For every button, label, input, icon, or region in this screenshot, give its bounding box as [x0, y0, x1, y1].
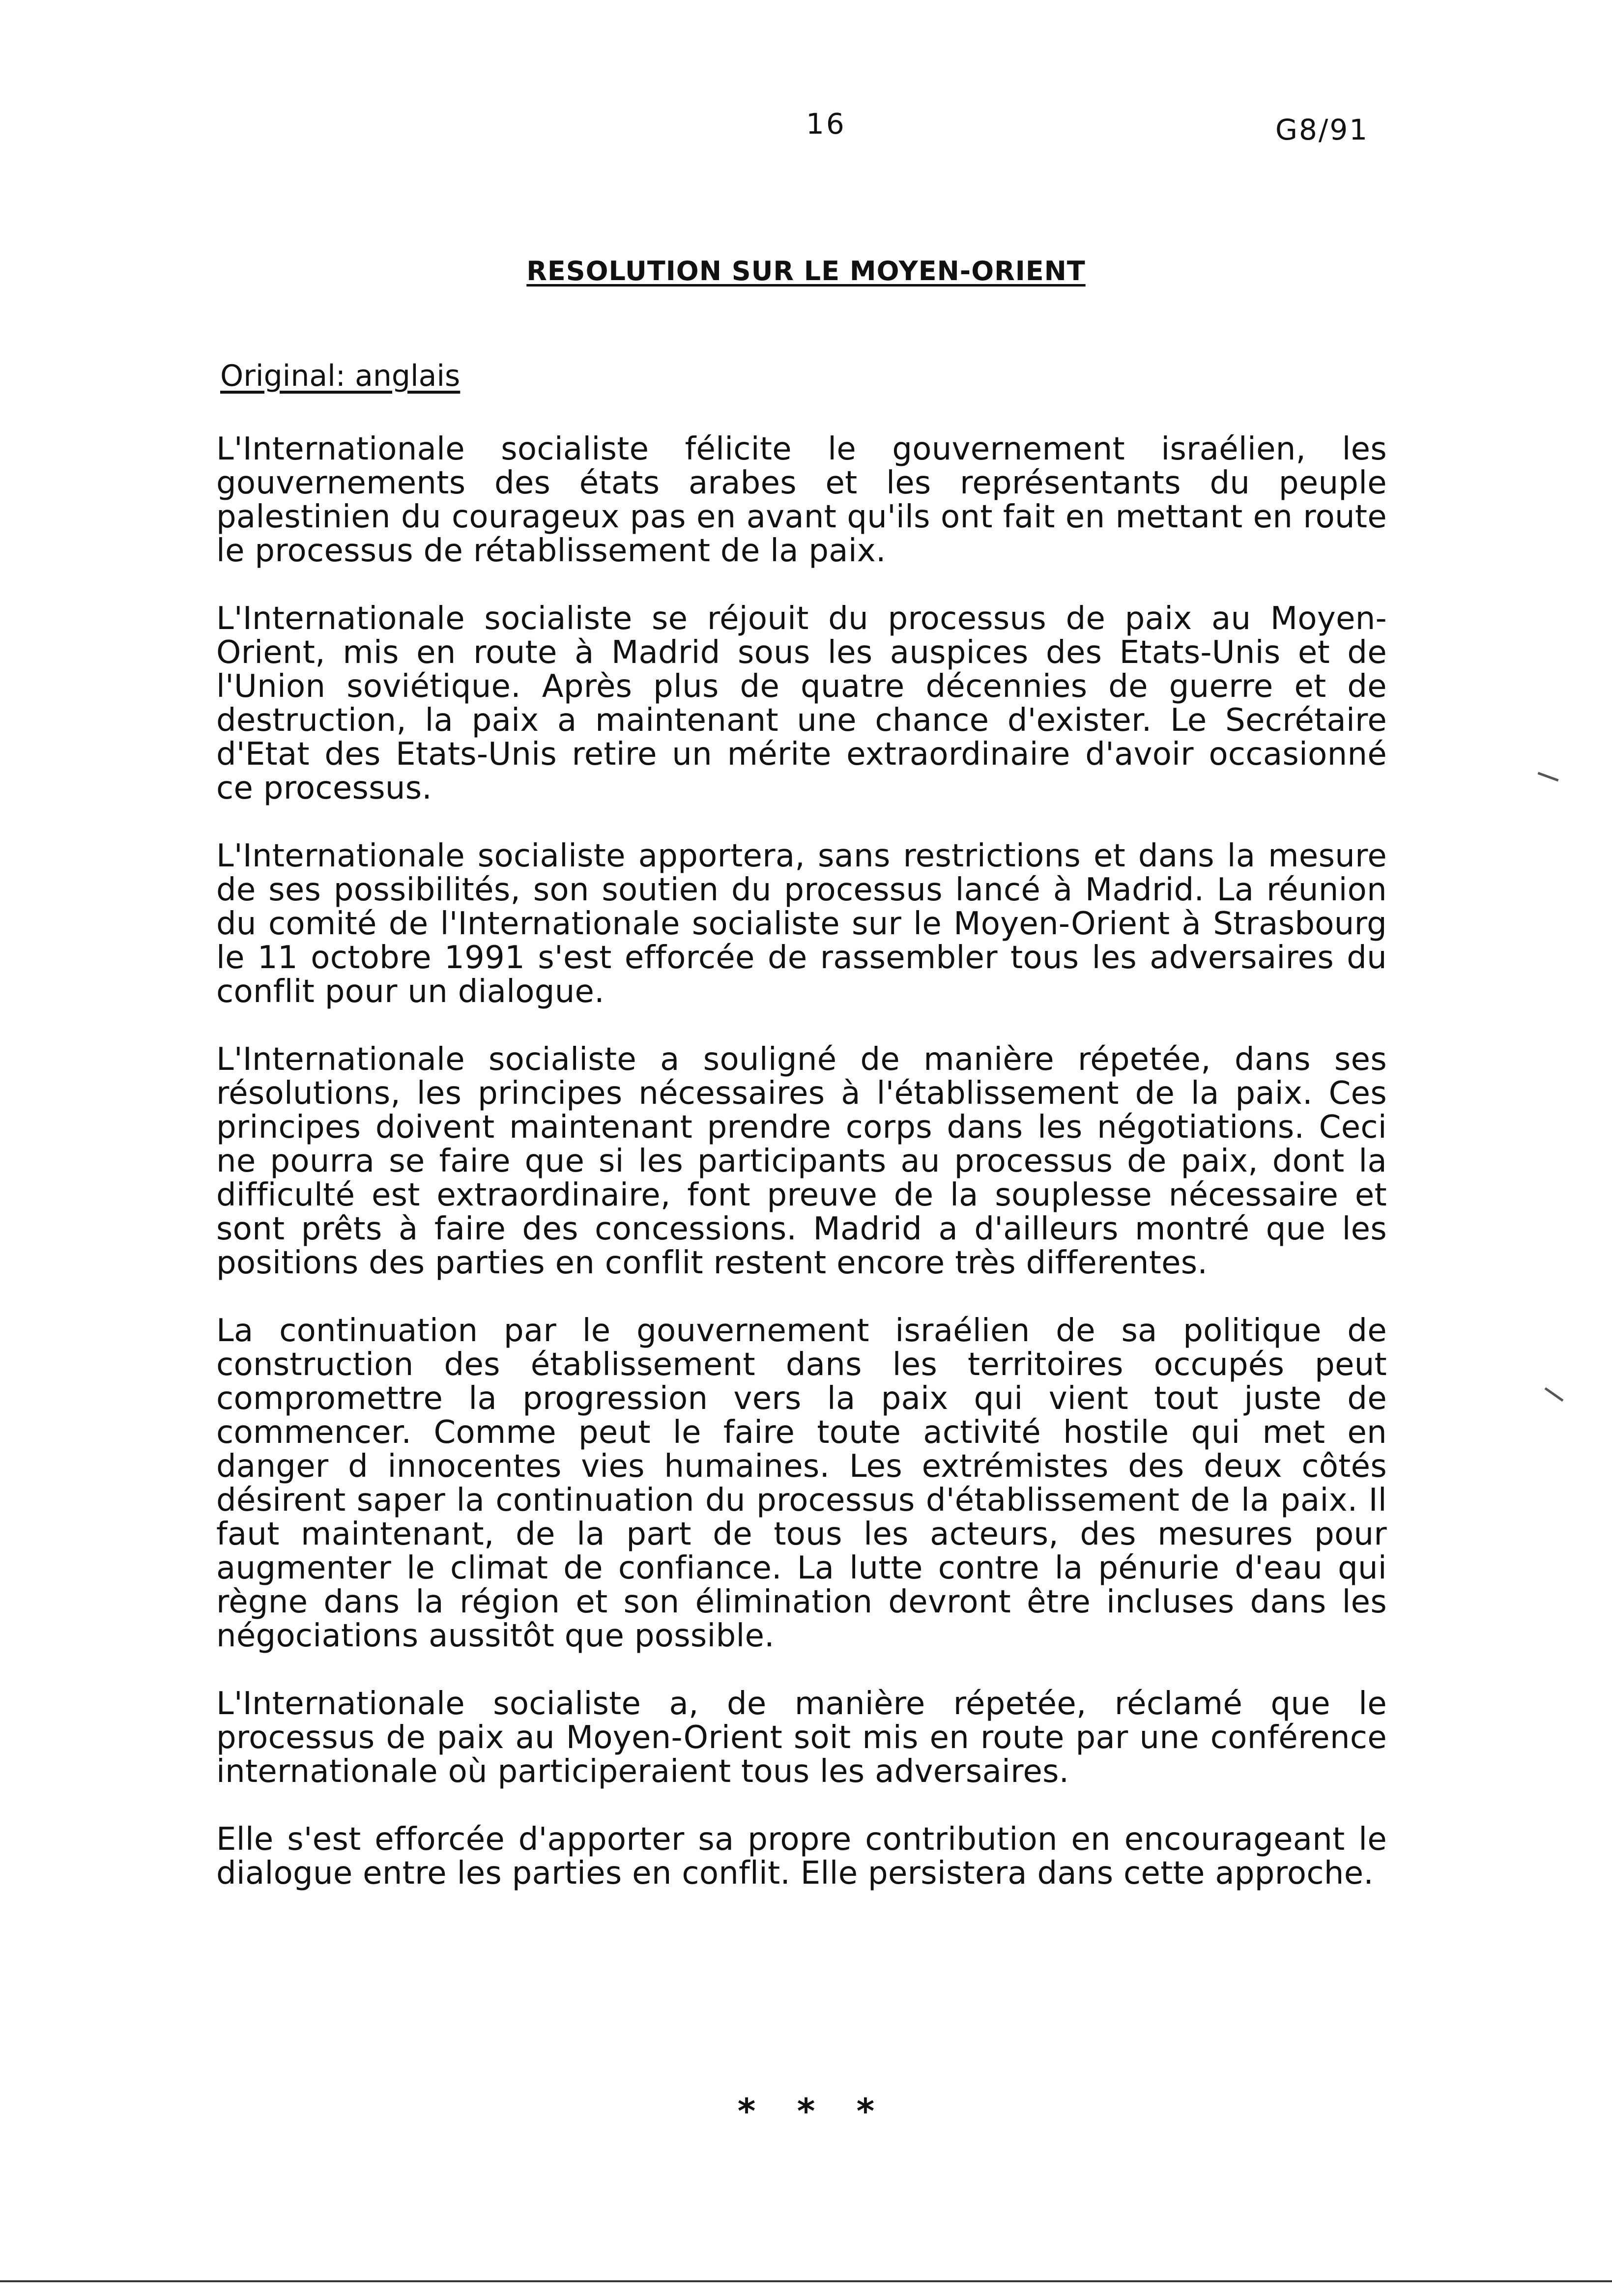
scan-artifact — [1537, 772, 1558, 782]
paragraph-7: Elle s'est efforcée d'apporter sa propre contribution en encourageant le dialogue entre les parties en conflit. Elle persistera dans cette approche. — [216, 1821, 1387, 1892]
document-reference: G8/91 — [1275, 113, 1369, 146]
scan-artifact — [1545, 1387, 1564, 1402]
page-number: 16 — [806, 107, 846, 141]
original-language-note: Original: anglais — [220, 359, 461, 393]
resolution-title: RESOLUTION SUR LE MOYEN-ORIENT — [526, 256, 1086, 287]
paragraph-2: L'Internationale socialiste se réjouit du processus de paix au Moyen-Orient, mis en route à Madrid sous les auspices des Etats-Unis et de l'Union soviétique. Après plus de quatre décennies de guerre et de destruction, la paix a maintenant une chance d'exister. Le Secrétaire d'Etat des Etats-Unis retire un mérite extraordinaire d'avoir occasionné ce processus. — [216, 601, 1387, 806]
paragraph-3: L'Internationale socialiste apportera, sans restrictions et dans la mesure de ses possibilités, son soutien du processus lancé à Madrid. La réunion du comité de l'Internationale socialiste sur le Moyen-Orient à Strasbourg le 11 octobre 1991 s'est efforcée de rassembler tous les adversaires du conflit pour un dialogue. — [216, 838, 1387, 1010]
resolution-body — [216, 432, 1387, 1924]
bottom-rule — [0, 2280, 1612, 2282]
paragraph-6: L'Internationale socialiste a, de manière répetée, réclamé que le processus de paix au Moyen-Orient soit mis en route par une conférence internationale où participeraient tous les adversaires. — [216, 1686, 1387, 1790]
end-marker: * * * — [737, 2091, 875, 2131]
paragraph-4: L'Internationale socialiste a souligné de manière répetée, dans ses résolutions, les principes nécessaires à l'établissement de la paix. Ces principes doivent maintenant prendre corps dans les négotiations. Ceci ne pourra se faire que si les participants au processus de paix, dont la difficulté est extraordinaire, font preuve de la souplesse nécessaire et sont prêts à faire des concessions. Madrid a d'ailleurs montré que les positions des parties en conflit restent encore très differentes. — [216, 1041, 1387, 1281]
paragraph-5: La continuation par le gouvernement israélien de sa politique de construction des établissement dans les territoires occupés peut compromettre la progression vers la paix qui vient tout juste de commencer. Comme peut le faire toute activité hostile qui met en danger d innocentes vies humaines. Les extrémistes des deux côtés désirent saper la continuation du processus d'établissement de la paix. Il faut maintenant, de la part de tous les acteurs, des mesures pour augmenter le climat de confiance. La lutte contre la pénurie d'eau qui règne dans la région et son élimination devront être incluses dans les négociations aussitôt que possible. — [216, 1313, 1387, 1654]
paragraph-1: L'Internationale socialiste félicite le gouvernement israélien, les gouvernements des états arabes et les représentants du peuple palestinien du courageux pas en avant qu'ils ont fait en mettant en route le processus de rétablissement de la paix. — [216, 431, 1387, 569]
